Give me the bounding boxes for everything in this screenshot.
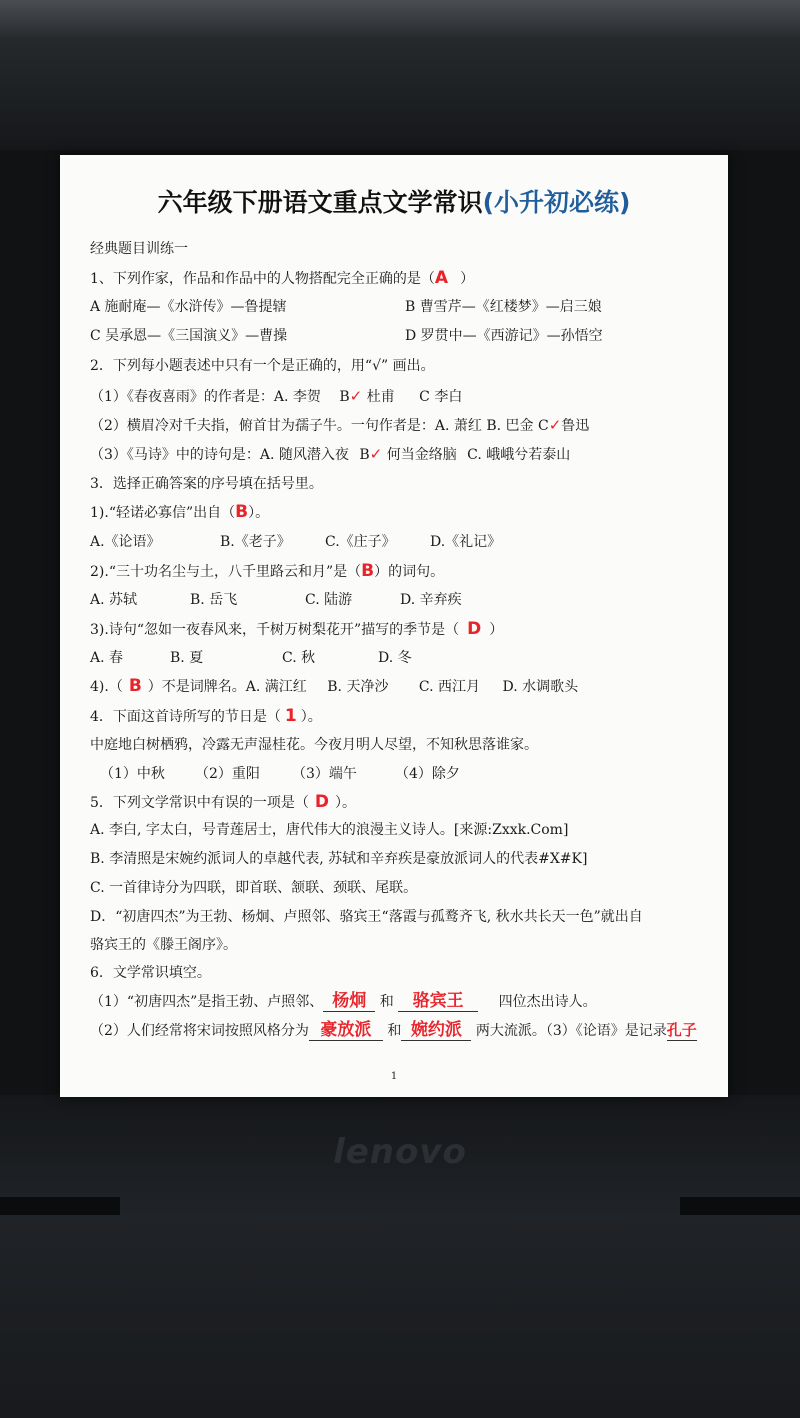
- q3-1-stem: [90, 502, 269, 523]
- q5-stem: [90, 792, 356, 813]
- q2-2-c-text: 鲁迅: [561, 418, 590, 434]
- page-number: 1: [390, 1071, 398, 1082]
- title-accent: (小升初必练): [482, 188, 631, 217]
- laptop-bezel-top: [0, 0, 800, 150]
- q5-close: ）。: [335, 795, 357, 811]
- q5-text: 5．下列文学常识中有误的一项是（: [90, 795, 309, 811]
- q6-item-1: [90, 991, 597, 1012]
- page-title: [60, 183, 728, 219]
- laptop-hinge-left: [0, 1197, 120, 1215]
- q3-1-close: ）。: [248, 505, 270, 521]
- q3-2-opt-b: B. 岳飞: [190, 592, 238, 608]
- q2-item-3: [90, 444, 570, 465]
- q6-1-and: 和: [379, 994, 394, 1010]
- q2-3-b-text: 何当金络脑: [386, 447, 457, 463]
- q2-3-b: B: [359, 447, 370, 463]
- q2-item-2: [90, 415, 589, 436]
- q3-2-opt-a: A. 苏轼: [90, 592, 138, 608]
- laptop-logo: lenovo: [333, 1132, 467, 1172]
- q5-option-a: A. 李白, 字太白，号青莲居士，唐代伟大的浪漫主义诗人。[来源:Zxxk.Com]: [90, 822, 569, 838]
- q3-1-opt-d: D.《礼记》: [430, 534, 502, 550]
- q2-3-check-mark: ✓: [369, 445, 383, 463]
- section-heading: 经典题目训练一: [90, 241, 188, 257]
- q1-stem-text: 1、下列作家，作品和作品中的人物搭配完全正确的是（: [90, 271, 435, 287]
- q2-1-b-text: 杜甫: [366, 389, 395, 405]
- q3-4-text-b: ）不是词牌名。A. 满江红: [147, 679, 307, 695]
- q3-3-text: 3).诗句“忽如一夜春风来，千树万树梨花开”描写的季节是（: [90, 622, 460, 638]
- q3-2-close: ）的词句。: [374, 564, 445, 580]
- q3-1-text: 1).“轻诺必寡信”出自（: [90, 505, 236, 521]
- q3-3-answer: D: [467, 619, 482, 639]
- q3-3-opt-d: D. 冬: [378, 650, 412, 666]
- q6-1-text: （1）“初唐四杰”是指王勃、卢照邻、: [90, 994, 324, 1010]
- q3-4-opt-d: D. 水调歌头: [502, 679, 579, 695]
- q1-option-d: D 罗贯中—《西游记》—孙悟空: [405, 328, 603, 344]
- q3-4-answer: B: [128, 676, 142, 696]
- q4-opt-2: （2）重阳: [195, 766, 260, 782]
- q2-stem: 2．下列每小题表述中只有一个是正确的，用“√” 画出。: [90, 358, 435, 374]
- q4-stem: [90, 706, 322, 727]
- q6-2-text: （2）人们经常将宋词按照风格分为: [90, 1023, 309, 1039]
- q3-3-opt-b: B. 夏: [170, 650, 204, 666]
- q3-4-opt-b: B. 天净沙: [327, 679, 389, 695]
- q1-stem-close: ）: [460, 271, 475, 287]
- q6-item-2: [90, 1020, 697, 1041]
- q3-3-opt-a: A. 春: [90, 650, 124, 666]
- worksheet-page: [60, 155, 728, 1097]
- q2-3-text: （3）《马诗》中的诗句是：A. 随风潜入夜: [90, 447, 349, 463]
- q2-2-text: （2）横眉冷对千夫指，俯首甘为孺子牛。一句作者是：A. 萧红 B. 巴金 C: [90, 418, 549, 434]
- q4-opt-4: （4）除夕: [395, 766, 460, 782]
- q2-3-c: C. 峨峨兮若泰山: [467, 447, 571, 463]
- q4-close: ）。: [300, 709, 322, 725]
- q5-option-c: C. 一首律诗分为四联，即首联、颔联、颈联、尾联。: [90, 880, 418, 896]
- q2-2-check-mark: ✓: [548, 416, 562, 434]
- q4-opt-3: （3）端午: [292, 766, 357, 782]
- q6-2-answer-1: 豪放派: [309, 1020, 383, 1041]
- q4-opt-1: （1）中秋: [100, 766, 165, 782]
- q3-2-stem: [90, 561, 444, 582]
- q6-1-answer-2: 骆宾王: [398, 991, 478, 1012]
- q4-poem: 中庭地白树栖鸦，冷露无声湿桂花。今夜月明人尽望，不知秋思落谁家。: [90, 737, 538, 753]
- q1-option-c: C 吴承恩—《三国演义》—曹操: [90, 328, 288, 344]
- q4-answer: 1: [284, 706, 297, 726]
- title-main: 六年级下册语文重点文学常识: [157, 188, 483, 217]
- q6-3-answer: 孔子: [666, 1021, 697, 1039]
- q2-1-check-mark: ✓: [349, 387, 363, 405]
- q3-1-opt-b: B.《老子》: [220, 534, 291, 550]
- q6-2-text-b: 两大流派。（3）《论语》是记录: [475, 1023, 667, 1039]
- q2-1-c: C 李白: [419, 389, 463, 405]
- q3-stem: 3．选择正确答案的序号填在括号里。: [90, 476, 323, 492]
- q3-2-opt-d: D. 辛弃疾: [400, 592, 462, 608]
- q3-2-text: 2).“三十功名尘与土，八千里路云和月”是（: [90, 564, 362, 580]
- q6-1-text-b: 四位杰出诗人。: [498, 994, 597, 1010]
- q3-1-opt-c: C.《庄子》: [325, 534, 396, 550]
- q1-option-a: A 施耐庵—《水浒传》—鲁提辖: [90, 299, 287, 315]
- q5-option-d: D．“初唐四杰”为王勃、杨炯、卢照邻、骆宾王“落霞与孤鹜齐飞, 秋水共长天一色”就出自: [90, 909, 643, 925]
- q3-3-opt-c: C. 秋: [282, 650, 316, 666]
- q6-2-answer-2: 婉约派: [401, 1020, 471, 1041]
- q2-1-b: B: [339, 389, 350, 405]
- q5-option-d-cont: 骆宾王的《滕王阁序》。: [90, 937, 237, 953]
- q3-1-answer: B: [235, 502, 249, 522]
- q1-stem: [90, 268, 474, 289]
- q3-2-opt-c: C. 陆游: [305, 592, 353, 608]
- q3-4-text: 4).（: [90, 679, 123, 695]
- q6-stem: 6．文学常识填空。: [90, 965, 211, 981]
- q3-1-opt-a: A.《论语》: [90, 534, 161, 550]
- q3-3-stem: [90, 619, 503, 640]
- q3-4-line: [90, 676, 578, 697]
- q1-answer: A: [434, 268, 449, 288]
- q5-option-b: B. 李清照是宋婉约派词人的卓越代表, 苏轼和辛弃疾是豪放派词人的代表#X#K]: [90, 851, 588, 867]
- q5-answer: D: [314, 792, 330, 812]
- q4-text: 4．下面这首诗所写的节日是（: [90, 709, 281, 725]
- q3-3-close: ）: [489, 622, 504, 638]
- q2-1-text: （1）《春夜喜雨》的作者是：A. 李贺: [90, 389, 321, 405]
- q6-2-and: 和: [387, 1023, 402, 1039]
- laptop-hinge-right: [680, 1197, 800, 1215]
- q1-option-b: B 曹雪芹—《红楼梦》—启三娘: [405, 299, 602, 315]
- q6-1-answer-1: 杨炯: [323, 991, 375, 1012]
- q3-2-answer: B: [361, 561, 375, 581]
- q3-4-opt-c: C. 西江月: [418, 679, 481, 695]
- q2-item-1: [90, 386, 462, 407]
